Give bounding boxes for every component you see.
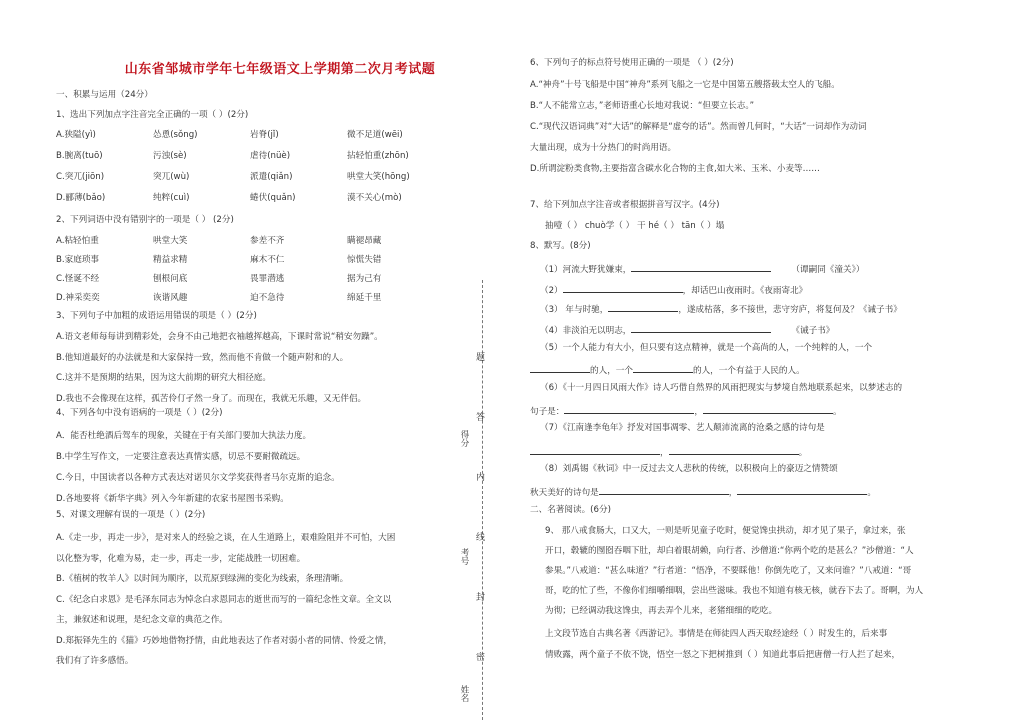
seal-char: 封 [476,593,486,603]
option-line: C.今日，中国读者以各种方式表达对诺贝尔文学奖获得者马尔克斯的追念。 [56,473,340,483]
option-line: 参果。”八戒道：“甚么味道？”行者道：“悟净，不要睬他！你倒先吃了，又来问谁？”八戒道：“哥 [545,566,912,576]
option-cell: 据为己有 [347,274,382,284]
q8-line-8b: 秋天美好的诗句是 ， 。 [530,485,876,499]
seal-char: 答 [476,413,486,423]
exam-number-label: 考号 [459,548,469,565]
option-line: 哥，吃的忙了些，不像你们细嚼细咽，尝出些滋味。我也不知道有核无核，就吞下去了。哥啊，为人 [545,586,924,596]
option-line: C.这并不是预期的结果，因为这大前期的研究大相径庭。 [56,373,271,383]
option-line: B.“人不能常立志，”老师语重心长地对我说：“但要立长志。” [530,101,755,111]
option-cell: 纯粹(cuì) [153,193,190,203]
q8-line-5a: （5）一个人能力有大小，但只要有这点精神，就是一个高尚的人，一个纯粹的人，一个 [540,343,873,353]
q4-stem: 4、下列各句中没有语病的一项是（ ）(2分) [56,408,223,418]
section-2-heading: 二、名著阅读。(6分) [530,505,611,515]
option-line: 情败露，两个童子不依不饶，悟空一怒之下把树推到（ ）知道此事后把唐僧一行人拦了起来， [545,650,901,660]
option-cell: 哄堂大笑 [153,236,188,246]
option-row [56,236,381,247]
option-row [56,193,402,204]
option-line: A.语文老师每每讲到精彩处，会身不由己地把衣袖越挥越高，下课时常说“稍安勿躁”。 [56,332,383,342]
option-line: 大量出现，成为十分热门的时尚用语。 [530,143,677,153]
option-line: A．能否杜绝酒后驾车的现象，关键在于有关部门要加大执法力度。 [56,431,312,441]
option-cell: 突兀(wù) [153,172,190,182]
option-row [56,172,410,183]
option-row [56,255,381,266]
option-cell: 蜷伏(quǎn) [250,193,296,203]
section-1-heading: 一、积累与运用（24分） [56,90,153,100]
option-line: D.我也不会像现在这样，孤苦伶仃孑然一身了。而现在，我就无乐趣，又无伴侣。 [56,393,367,404]
option-cell: 微不足道(wēi) [347,130,403,140]
option-row [56,130,403,141]
option-cell: 迫不急待 [250,293,285,303]
seal-char: 内 [476,473,486,483]
option-cell: C.怪诞不经 [56,274,100,284]
option-line: A.“神舟”十号飞船是中国“神舟”系列飞船之一它是中国第五艘搭载太空人的飞船。 [530,80,840,90]
exam-title: 山东省邹城市学年七年级语文上学期第二次月考试题 [124,62,436,77]
q8-line-6a: （6）《十一月四日风雨大作》诗人巧借自然界的风雨把现实与梦境自然地联系起来，以梦述志的 [540,383,903,393]
option-cell: D.郦薄(bǎo) [56,193,106,203]
option-line: D.各地要将《新华字典》列入今年新建的农家书屋图书采购。 [56,494,289,504]
option-cell: 刨根问底 [153,274,188,284]
option-cell: 绵延千里 [347,293,382,303]
option-cell: 怂恿(sǒng) [153,130,198,140]
option-cell: 污浊(sè) [153,151,187,161]
option-cell: 麻木不仁 [250,255,285,265]
option-cell: D.神采奕奕 [56,293,100,303]
option-cell: 哄堂大笑(hōng) [347,172,410,182]
option-cell: 虐待(nüè) [250,151,291,161]
option-line: 上文段节选自古典名著《西游记》。事情是在师徒四人西天取经途经（ ）时发生的，后来事 [545,629,888,639]
option-line: B.中学生写作文，一定要注意表达真情实感，切忌不要耐微疏远。 [56,452,306,462]
q7-stem: 7、给下列加点字注音或者根据拼音写汉字。(4分) [530,200,720,210]
q8-line-5b: 的人，一个 的人，一个有益于人民的人。 [530,363,805,377]
q5-stem: 5、对课文理解有误的一项是（ ）(2分) [56,510,206,520]
q3-stem: 3、下列句子中加粗的成语运用错误的项是（ ）(2分) [56,311,257,321]
q8-line-7b: ， 。 [530,445,807,459]
option-line: 主，兼叙述和说理，是纪念文章的典范之作。 [56,615,228,625]
option-cell: 派遣(qiǎn) [250,172,293,182]
option-cell: 瞒褪昂藏 [347,236,382,246]
option-line: 开口，毂辘的囫囵吞咽下肚，却白着眼胡赖，向行者、沙僧道:“你两个吃的是甚么？”沙僧道：“人 [545,546,914,556]
option-cell: 惊慌失错 [347,255,382,265]
q8-line-3: （3） 年与时驰， ，遂成枯落，多不接世，悲守穷庐，将复何及？《诫子书》 [540,302,902,316]
option-cell: 参差不齐 [250,236,285,246]
option-line: C.《纪念白求恩》是毛泽东同志为悼念白求恩同志的逝世而写的一篇纪念性文章。全文以 [56,594,392,605]
option-cell: 精益求精 [153,255,188,265]
option-line: B.《植树的牧羊人》以时间为顺序，以荒原到绿洲的变化为线索，条理清晰。 [56,574,349,584]
q8-stem: 8、默写。(8分) [530,241,591,251]
option-cell: 畏罪潜逃 [250,274,285,284]
q2-stem: 2、下列词语中没有错别字的一项是（ ） (2分) [56,215,234,225]
q7-line: 抽噎（ ） chuò学（ ） 干 hé（ ） tān（ ）塌 [545,221,725,231]
option-cell: 漠不关心(mò) [347,193,402,203]
q8-line-1: （1）河流大野犹嫌束， （谭嗣同《潼关》） [540,262,864,276]
seal-char: 题 [476,353,486,363]
option-line: 为彻；已经调动我这馋虫，再去弄个儿来，老猪细细的吃吃。 [545,606,778,616]
option-cell: A.狭隘(yì) [56,130,96,140]
name-label: 姓名 [459,685,469,702]
option-cell: A.粘轻怕重 [56,236,99,246]
option-line: C.“现代汉语词典”对“大话”的解释是“虚夸的话”。然而曾几何时，“大话”一词却作为动词 [530,122,867,132]
option-line: 以化整为零，化难为易，走一步，再走一步，定能战胜一切困难。 [56,553,306,564]
q8-line-8a: （8）刘禹锡《秋词》中一反过去文人悲秋的传统，以积极向上的豪迈之情赞颂 [540,464,838,474]
score-label: 得分 [459,430,469,447]
seal-char: 线 [476,533,486,543]
q1-stem: 1、选出下列加点字注音完全正确的一项（ ）(2分) [56,110,249,120]
q8-line-2: （2） ，却话巴山夜雨时。《夜雨寄北》 [540,283,807,297]
option-cell: B.家庭琐事 [56,255,100,265]
option-cell: 岩脊(jǐ) [250,130,279,140]
option-row [56,274,381,285]
seal-char: 密 [476,653,486,663]
q8-line-6b: 句子是： ， 。 [530,404,842,418]
option-line: D.郑振铎先生的《猫》巧妙地借物抒情，由此地表达了作者对弱小者的同情、怜爱之情， [56,635,392,646]
q6-stem: 6、下列句子的标点符号使用正确的一项是 （ ）(2分) [530,58,734,68]
option-row [56,151,409,162]
q8-line-7a: （7）《江南逢李龟年》抒发对国事凋零、艺人颠沛流离的沧桑之感的诗句是 [540,423,825,433]
option-line: 9、 那八戒食肠大，口又大，一则是听见童子吃时，便觉馋虫拱动，却才见了果子，拿过来，张 [545,526,906,536]
option-cell: C.突兀(jiōn) [56,172,105,182]
option-cell: 拈轻怕重(zhōn) [347,151,409,161]
option-line: B.他知道最好的办法就是和大家保持一致，然而他不肯做一个随声附和的人。 [56,352,349,363]
q8-line-4: （4）非淡泊无以明志， 《诫子书》 [540,323,834,337]
option-row [56,293,381,304]
option-line: A.《走一步，再走一步》，是对来人的经验之谈，在人生道路上，艰难险阻并不可怕，大困 [56,533,396,543]
option-line: D.所谓淀粉类食物,主要指富含碳水化合物的主食,如大米、玉米、小麦等…… [530,164,820,174]
option-cell: 诙谐风趣 [153,293,188,303]
option-line: 我们有了许多感悟。 [56,656,134,666]
option-cell: B.腕离(tuō) [56,151,103,161]
